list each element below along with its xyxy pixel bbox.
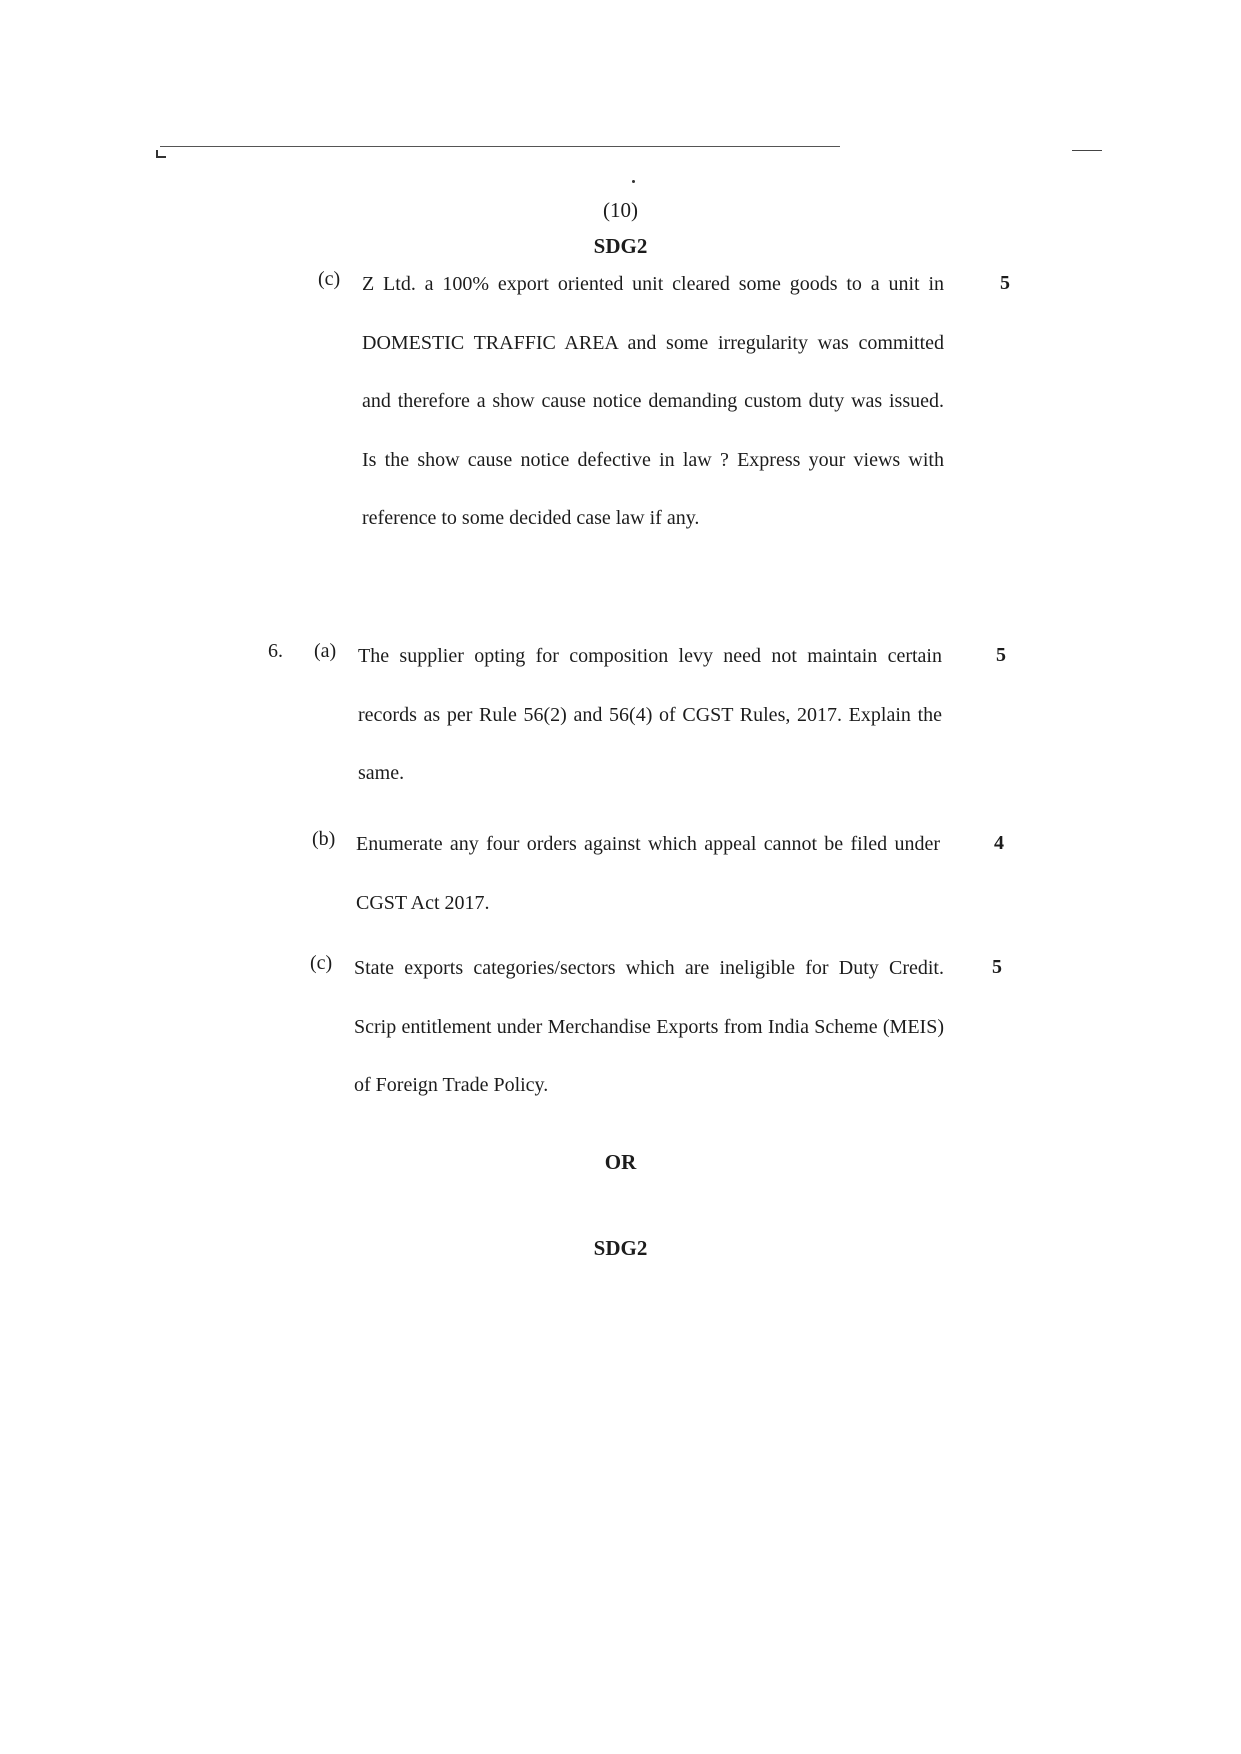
marks-value: 5 (996, 644, 1006, 666)
or-separator: OR (604, 1150, 637, 1174)
question-text: State exports categories/sectors which are ineligible for Duty Credit. Scrip entitlement under Merchandise Exports from India Scheme (MEIS) of Foreign Trade Policy. (354, 957, 944, 1096)
scan-artifact-mark (156, 150, 166, 158)
part-label: (a) (314, 640, 337, 662)
page-number: (10) (603, 198, 638, 222)
part-label: (c) (318, 268, 341, 290)
question-text: The supplier opting for composition levy need not maintain certain records as per Rule 56(2) and 56(4) of CGST Rules, 2017. Explain the same. (358, 645, 942, 784)
marks-value: 4 (994, 832, 1004, 854)
scan-artifact-line-right (1072, 150, 1102, 151)
marks-value: 5 (1000, 272, 1010, 294)
scan-artifact-dot (632, 180, 635, 183)
question-number: 6. (268, 640, 283, 662)
marks-value: 5 (992, 956, 1002, 978)
scan-artifact-line (160, 146, 840, 147)
question-text: Z Ltd. a 100% export oriented unit cleared some goods to a unit in DOMESTIC TRAFFIC AREA and some irregularity was committed and therefore a show cause notice demanding custom duty was issued. Is the show cause notice defective in law ? Express your views with reference to some decided case law if any. (362, 273, 944, 529)
part-label: (b) (312, 828, 336, 850)
part-label: (c) (310, 952, 333, 974)
question-text: Enumerate any four orders against which appeal cannot be filed under CGST Act 2017. (356, 833, 940, 914)
paper-code-header: SDG2 (593, 234, 648, 258)
paper-code-footer: SDG2 (593, 1236, 648, 1260)
